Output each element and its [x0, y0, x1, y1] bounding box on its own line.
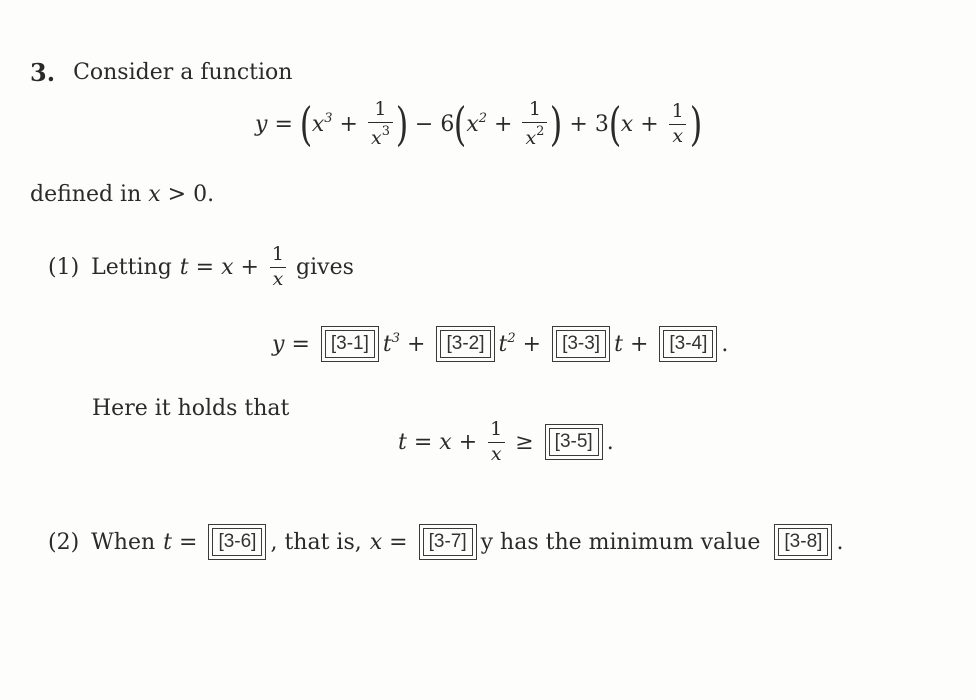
answer-box-3-2[interactable]: [3-2]	[440, 330, 490, 358]
plus-sign: +	[569, 111, 588, 137]
part2-label: (2)	[48, 529, 80, 555]
answer-box-3-3[interactable]: [3-3]	[556, 330, 606, 358]
answer-box-3-1[interactable]: [3-1]	[325, 330, 375, 358]
plus-sign: +	[640, 111, 659, 137]
answer-box-3-6[interactable]: [3-6]	[212, 528, 262, 556]
open-paren: (	[299, 97, 313, 152]
problem-number: 3.	[30, 58, 56, 87]
equals-sign: =	[274, 111, 293, 137]
cubic-equation: y = [3-1] $t^3$ + [3-2] $t^2$ + [3-3] t + [3-4] .	[272, 331, 729, 357]
answer-box-3-8[interactable]: [3-8]	[778, 528, 828, 556]
fraction-1-over-x: $\frac{1}{x}$	[669, 102, 687, 147]
x-var: x	[620, 111, 634, 137]
problem-intro: Consider a function	[73, 60, 293, 85]
x-var: $x^3$	[311, 111, 333, 138]
inequality: t = x + $\frac{1}{x}$ ≥ [3-5] .	[398, 418, 614, 465]
part2-statement: (2) When t = [3-6] , that is, x = [3-7] y has the minimum value [3-8] .	[48, 529, 844, 555]
answer-box-3-5[interactable]: [3-5]	[549, 428, 599, 456]
fraction-1-over-x: $\frac{1}{x}$	[269, 245, 287, 290]
answer-box-3-4[interactable]: [3-4]	[663, 330, 713, 358]
fraction-1-over-x2: $\frac{1}{x^2}$	[522, 100, 547, 149]
answer-box-3-7[interactable]: [3-7]	[423, 528, 473, 556]
open-paren: (	[608, 97, 622, 152]
minus-sign: −	[414, 111, 434, 137]
fraction-1-over-x: $\frac{1}{x}$	[487, 420, 505, 465]
plus-sign: +	[339, 111, 358, 137]
open-paren: (	[454, 97, 467, 152]
part1-label: (1)	[48, 254, 80, 280]
domain-line: defined in x > 0.	[30, 182, 215, 207]
coef-3: 3	[594, 111, 609, 137]
y-var: y	[255, 111, 268, 137]
close-paren: )	[689, 97, 703, 152]
close-paren: )	[395, 97, 409, 152]
coef-6: 6	[440, 111, 455, 137]
plus-sign: +	[494, 111, 513, 137]
function-equation	[255, 97, 703, 152]
x-var: $x^2$	[466, 111, 488, 138]
part1-statement: (1) Letting t = x + $\frac{1}{x}$ gives	[48, 243, 354, 290]
close-paren: )	[550, 97, 563, 152]
holds-text: Here it holds that	[92, 396, 290, 421]
fraction-1-over-x3: $\frac{1}{x^3}$	[368, 100, 393, 149]
problem-heading	[30, 58, 292, 87]
